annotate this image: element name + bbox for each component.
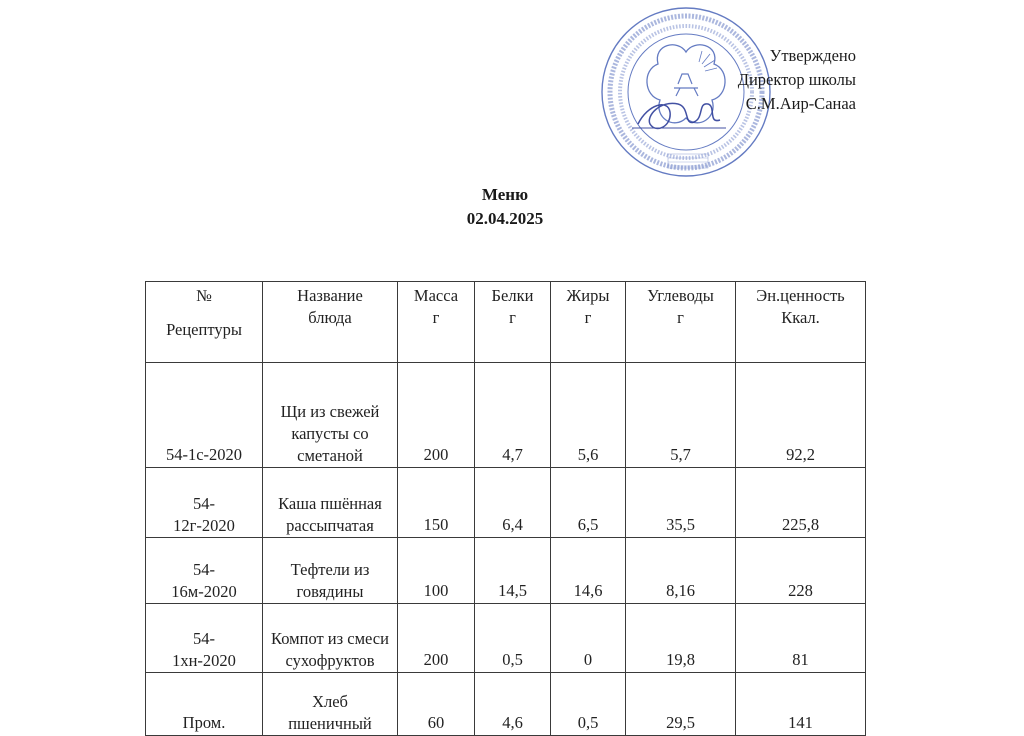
cell-protein: 0,5: [475, 604, 551, 673]
header-mass-line1: Масса: [413, 286, 459, 305]
cell-energy: 141: [736, 673, 866, 736]
cell-fat: 6,5: [551, 468, 626, 538]
table-row: [146, 363, 866, 468]
cell-dish-name: Компот из смеси сухофруктов: [263, 604, 398, 673]
header-number-sign: №: [196, 286, 212, 305]
signature: [632, 103, 726, 128]
stamp-lettering-inner: [620, 26, 752, 158]
document-title: Меню: [481, 185, 529, 204]
stamp-figure: [674, 74, 698, 96]
cell-mass: 200: [398, 363, 475, 468]
approver-position: Директор школы: [737, 70, 856, 89]
approver-name: С.М.Аир-Санаа: [745, 94, 856, 113]
cell-mass: 200: [398, 604, 475, 673]
cell-fat: 14,6: [551, 538, 626, 604]
header-fat: [551, 282, 626, 363]
cell-recipe: 54-12г-2020: [146, 468, 263, 538]
header-recipe-label: Рецептуры: [166, 320, 242, 339]
cell-recipe: 54-16м-2020: [146, 538, 263, 604]
cell-recipe: 54-1хн-2020: [146, 604, 263, 673]
table-row: [146, 673, 866, 736]
header-carbs-unit: г: [677, 308, 684, 327]
header-mass-unit: г: [432, 308, 440, 327]
cell-dish-name: Каша пшённая рассыпчатая: [263, 468, 398, 538]
cell-carbs: 29,5: [626, 673, 736, 736]
header-fat-unit: г: [584, 308, 592, 327]
table-row: [146, 604, 866, 673]
cell-energy: 81: [736, 604, 866, 673]
menu-table: [145, 281, 866, 736]
table-row: [146, 538, 866, 604]
cell-dish-name: Хлеб пшеничный: [263, 673, 398, 736]
header-dish-name-line2: блюда: [308, 308, 352, 327]
approval-label: Утверждено: [769, 46, 856, 65]
cell-dish-name: Щи из свежей капусты со сметаной: [263, 363, 398, 468]
cell-carbs: 8,16: [626, 538, 736, 604]
cell-protein: 4,7: [475, 363, 551, 468]
cell-fat: 5,6: [551, 363, 626, 468]
header-energy-unit: Ккал.: [781, 308, 820, 327]
cell-protein: 6,4: [475, 468, 551, 538]
document-date: 02.04.2025: [466, 209, 544, 228]
header-mass: [398, 282, 475, 363]
cell-protein: 4,6: [475, 673, 551, 736]
header-dish-name-line1: Название: [297, 286, 363, 305]
cell-mass: 100: [398, 538, 475, 604]
document-heading: [0, 183, 1010, 231]
cell-mass: 60: [398, 673, 475, 736]
cell-carbs: 35,5: [626, 468, 736, 538]
cell-carbs: 5,7: [626, 363, 736, 468]
cell-recipe: 54-1с-2020: [146, 363, 263, 468]
cell-mass: 150: [398, 468, 475, 538]
cell-energy: 92,2: [736, 363, 866, 468]
header-energy-line1: Эн.ценность: [756, 286, 845, 305]
cell-protein: 14,5: [475, 538, 551, 604]
approval-block: [738, 44, 856, 116]
cell-dish-name: Тефтели из говядины: [263, 538, 398, 604]
table-row: [146, 468, 866, 538]
header-dish-name: [263, 282, 398, 363]
table-header-row: [146, 282, 866, 363]
cell-fat: 0,5: [551, 673, 626, 736]
header-carbs: [626, 282, 736, 363]
cell-carbs: 19,8: [626, 604, 736, 673]
header-energy: [736, 282, 866, 363]
header-recipe-number: [146, 282, 263, 363]
cell-recipe: Пром.: [146, 673, 263, 736]
header-fat-line1: Жиры: [566, 286, 610, 305]
header-protein: [475, 282, 551, 363]
header-protein-unit: г: [509, 308, 516, 327]
header-carbs-line1: Углеводы: [647, 286, 714, 305]
cell-energy: 225,8: [736, 468, 866, 538]
cell-energy: 228: [736, 538, 866, 604]
cell-fat: 0: [551, 604, 626, 673]
header-protein-line1: Белки: [491, 286, 534, 305]
